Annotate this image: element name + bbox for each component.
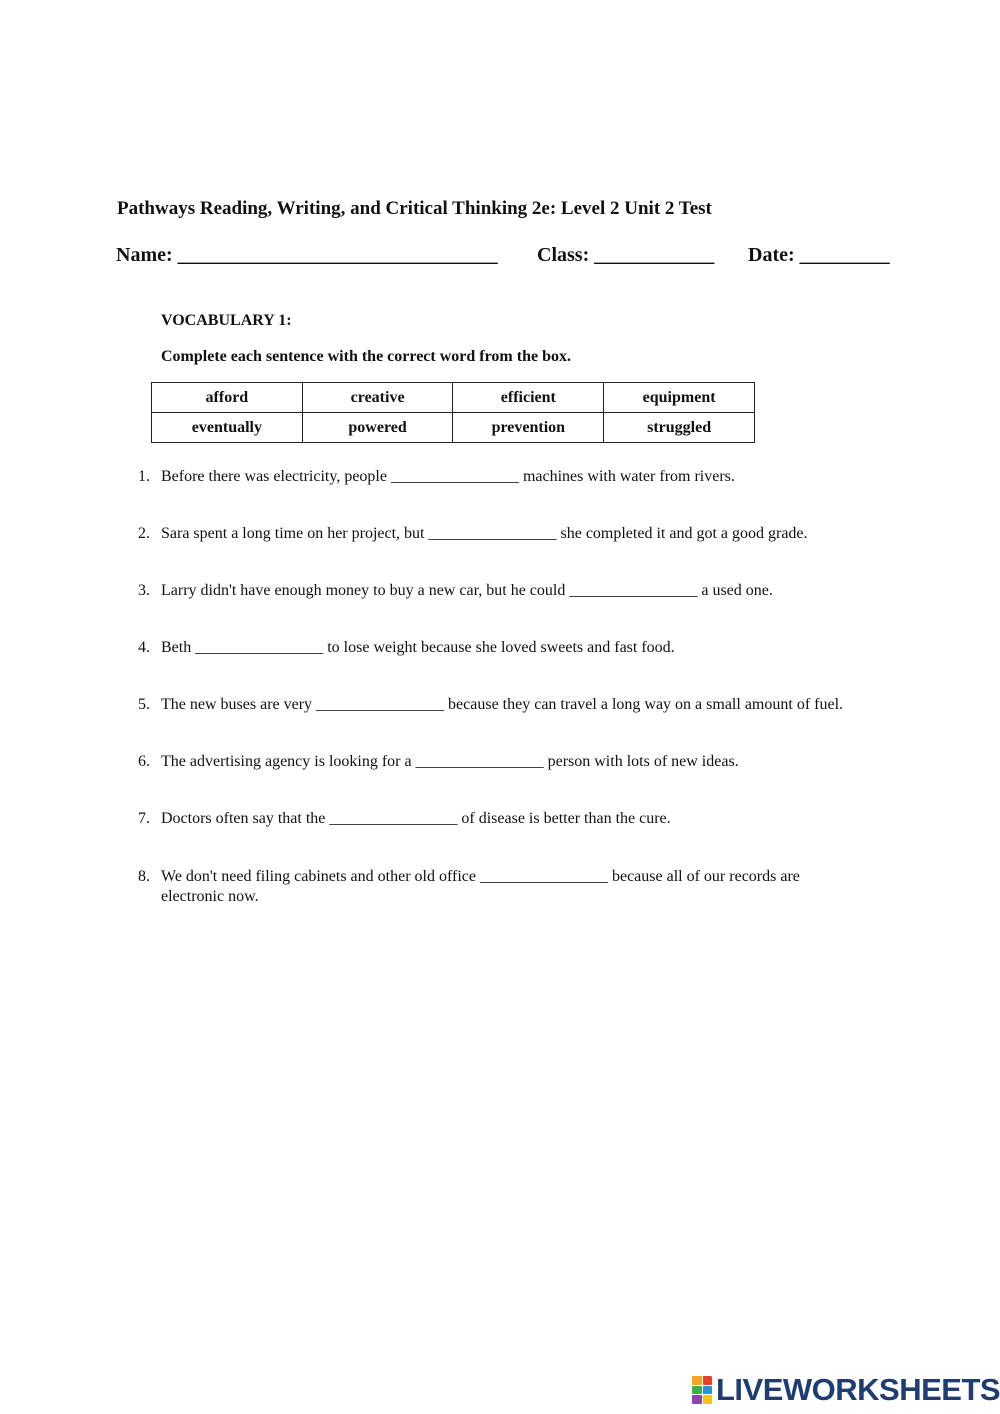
word-box-cell: afford <box>152 383 303 413</box>
logo-icon <box>692 1376 712 1404</box>
word-box-cell: equipment <box>604 383 755 413</box>
logo-wordmark: LIVEWORKSHEETS <box>716 1372 1000 1407</box>
logo-tile <box>703 1386 713 1395</box>
logo-tile <box>703 1376 713 1385</box>
question-text: Sara spent a long time on her project, but ________________ she completed it and got a good grade. <box>161 525 808 542</box>
question-number: 4. <box>138 639 150 656</box>
section-title: VOCABULARY 1: <box>161 312 292 329</box>
word-box-cell: prevention <box>453 413 604 443</box>
question-number: 7. <box>138 810 150 827</box>
question-number: 5. <box>138 696 150 713</box>
logo-tile <box>703 1395 713 1404</box>
logo-tile <box>692 1395 702 1404</box>
date-field-label: Date: _________ <box>748 244 890 266</box>
logo-tile <box>692 1386 702 1395</box>
word-box-cell: struggled <box>604 413 755 443</box>
question-text: Larry didn't have enough money to buy a new car, but he could ________________ a used one. <box>161 582 773 599</box>
word-box-row <box>152 413 755 443</box>
question-number: 2. <box>138 525 150 542</box>
name-field-label: Name: ________________________________ <box>116 244 498 266</box>
logo-tile <box>692 1376 702 1385</box>
question-text: The new buses are very ________________ because they can travel a long way on a small amount of fuel. <box>161 696 844 713</box>
question-number: 8. <box>138 868 150 885</box>
worksheet-title: Pathways Reading, Writing, and Critical Thinking 2e: Level 2 Unit 2 Test <box>117 198 712 219</box>
word-box-row <box>152 383 755 413</box>
question-number: 6. <box>138 753 150 770</box>
word-box <box>151 382 755 443</box>
question-text: Doctors often say that the ________________ of disease is better than the cure. <box>161 810 671 827</box>
question-number: 3. <box>138 582 150 599</box>
question-text: The advertising agency is looking for a ________________ person with lots of new ideas. <box>161 753 739 770</box>
question-text: We don't need filing cabinets and other old office ________________ because all of our records are electronic now. <box>161 868 800 905</box>
word-box-cell: efficient <box>453 383 604 413</box>
liveworksheets-logo <box>692 1373 1000 1407</box>
question-text: Beth ________________ to lose weight because she loved sweets and fast food. <box>161 639 675 656</box>
word-box-cell: powered <box>302 413 453 443</box>
question-number: 1. <box>138 468 150 485</box>
class-field-label: Class: ____________ <box>537 244 715 266</box>
word-box-cell: creative <box>302 383 453 413</box>
question-text: Before there was electricity, people ________________ machines with water from rivers. <box>161 468 735 485</box>
section-instructions: Complete each sentence with the correct word from the box. <box>161 348 571 365</box>
word-box-cell: eventually <box>152 413 303 443</box>
